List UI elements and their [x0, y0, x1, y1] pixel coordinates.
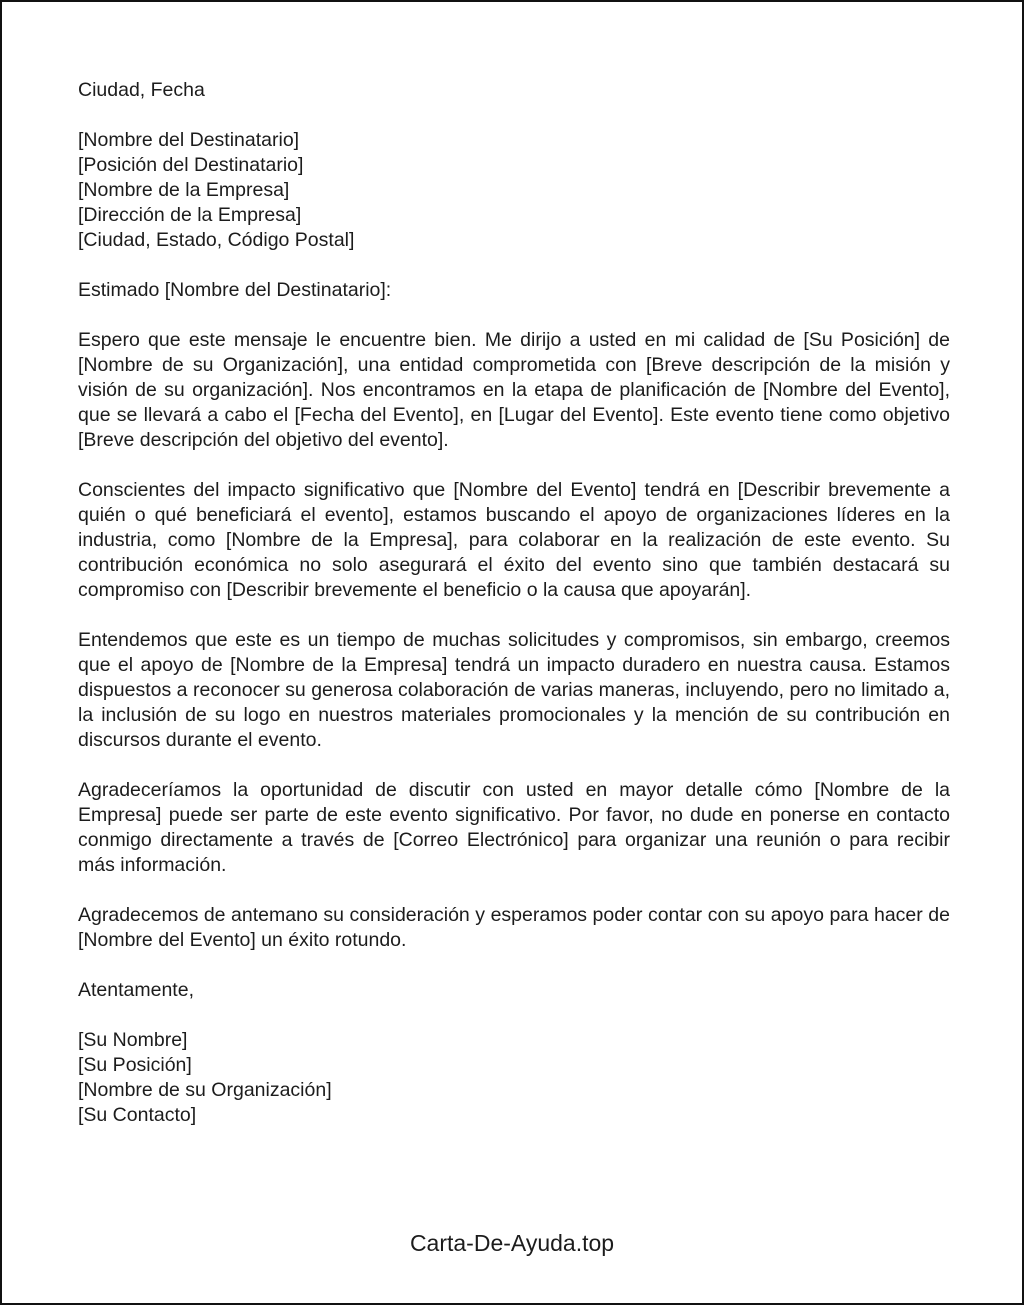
recipient-name: [Nombre del Destinatario]: [78, 129, 300, 151]
paragraph-recognition: Entendemos que este es un tiempo de muchas solicitudes y compromisos, sin embargo, creemos que el apoyo de [Nombre de la Empresa] tendrá un impacto duradero en nuestra causa. Estamos dispuestos a reconocer su generosa colaboración de varias maneras, incluyendo, pero no limitado a, la inclusión de su logo en nuestros materiales promocionales y la mención de su contribución en discursos durante el evento.: [78, 629, 950, 751]
recipient-address: [Dirección de la Empresa]: [78, 204, 302, 226]
recipient-city-state-zip: [Ciudad, Estado, Código Postal]: [78, 229, 355, 251]
recipient-company: [Nombre de la Empresa]: [78, 179, 290, 201]
signature-contact: [Su Contacto]: [78, 1104, 197, 1126]
paragraph-thanks: Agradecemos de antemano su consideración y esperamos poder contar con su apoyo para hacer de [Nombre del Evento] un éxito rotundo.: [78, 904, 950, 951]
salutation: [78, 278, 950, 303]
footer-site-name: Carta-De-Ayuda.top: [409, 1230, 615, 1256]
closing-text: Atentamente,: [78, 979, 194, 1001]
paragraph-contact: Agradeceríamos la oportunidad de discutir con usted en mayor detalle cómo [Nombre de la Empresa] puede ser parte de este evento significativo. Por favor, no dude en ponerse en contacto conmigo directamente a través de [Correo Electrónico] para organizar una reunión o para recibir más información.: [78, 779, 950, 876]
city-date-text: Ciudad, Fecha: [78, 79, 205, 101]
paragraph-introduction: Espero que este mensaje le encuentre bien. Me dirijo a usted en mi calidad de [Su Posición] de [Nombre de su Organización], una entidad comprometida con [Breve descripción de la misión y visión de su organización]. Nos encontramos en la etapa de planificación de [Nombre del Evento], que se llevará a cabo el [Fecha del Evento], en [Lugar del Evento]. Este evento tiene como objetivo [Breve descripción del objetivo del evento].: [78, 329, 950, 451]
closing: [78, 978, 950, 1003]
signature-position: [Su Posición]: [78, 1054, 192, 1076]
city-date: [78, 78, 950, 103]
salutation-text: Estimado [Nombre del Destinatario]:: [78, 279, 392, 301]
signature-organization: [Nombre de su Organización]: [78, 1079, 332, 1101]
recipient-position: [Posición del Destinatario]: [78, 154, 304, 176]
recipient-block: [78, 128, 950, 253]
signature-block: [78, 1028, 950, 1128]
letter-body: [78, 78, 950, 1153]
signature-name: [Su Nombre]: [78, 1029, 188, 1051]
paragraph-request: Conscientes del impacto significativo que [Nombre del Evento] tendrá en [Describir brevemente a quién o qué beneficiará el evento], estamos buscando el apoyo de organizaciones líderes en la industria, como [Nombre de la Empresa], para colaborar en la realización de este evento. Su contribución económica no solo asegurará el éxito del evento sino que también destacará su compromiso con [Describir brevemente el beneficio o la causa que apoyarán].: [78, 479, 950, 601]
